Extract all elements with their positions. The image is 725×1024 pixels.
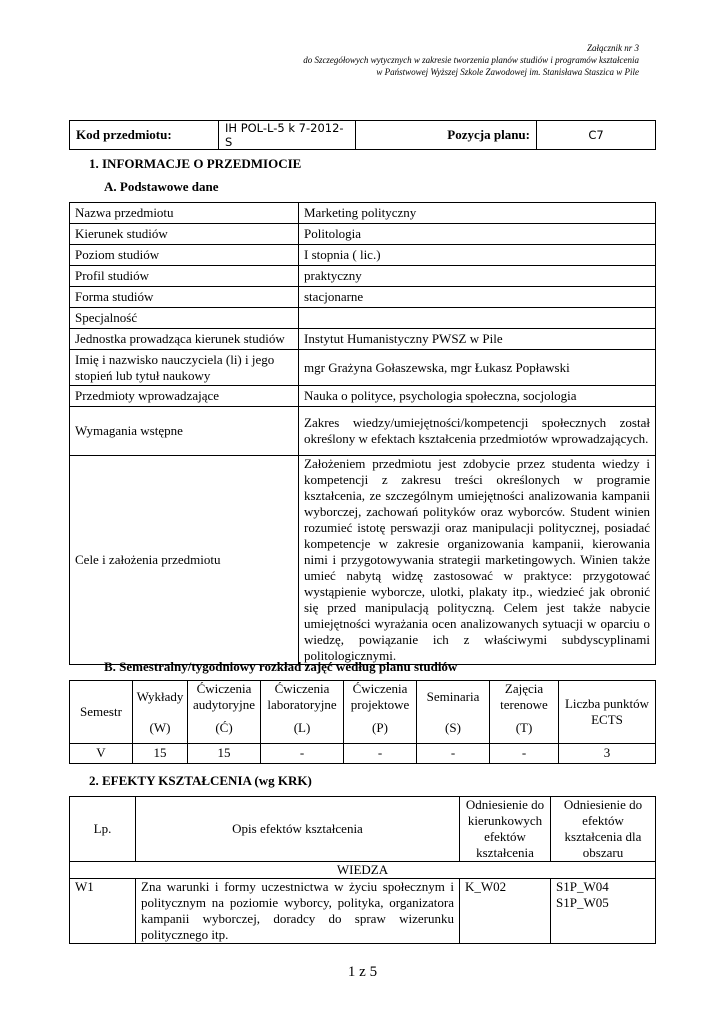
header-line-3: w Państwowej Wyższej Szkole Zawodowej im. Stanisława Staszica w Pile — [376, 67, 639, 77]
header-lectures: Wykłady — [133, 681, 188, 714]
field-label: Cele i założenia przedmiotu — [70, 456, 299, 665]
table-row — [70, 879, 656, 944]
course-code-value: IH POL-L-5 k 7-2012-S — [219, 121, 356, 150]
field-label: Specjalność — [70, 308, 299, 329]
field-label: Jednostka prowadząca kierunek studiów — [70, 329, 299, 350]
header-lectures-code: (W) — [133, 713, 188, 743]
field-label: Nazwa przedmiotu — [70, 203, 299, 224]
table-row — [70, 266, 656, 287]
field-label: Profil studiów — [70, 266, 299, 287]
header-semester: Semestr — [70, 681, 133, 744]
outcomes-header-row — [70, 797, 656, 862]
field-label: Imię i nazwisko nauczyciela (li) i jego stopień lub tytuł naukowy — [70, 350, 299, 386]
header-lab-exercises: Ćwiczenia laboratoryjne — [261, 681, 344, 714]
header-area-reference: Odniesienie do efektów kształcenia dla obszaru — [551, 797, 656, 862]
attachment-number: Załącznik nr 3 — [586, 43, 639, 53]
field-value: I stopnia ( lic.) — [299, 245, 656, 266]
outcome-description: Zna warunki i formy uczestnictwa w życiu społecznym i politycznym na poziomie wyborcy, polityka, organizatora kampanii wyborczej, doradcy do spraw wizerunku politycznego itp. — [136, 879, 460, 944]
section-1-title: 1. INFORMACJE O PRZEDMIOCIE — [89, 156, 302, 171]
header-direction-reference: Odniesienie do kierunkowych efektów kształcenia — [460, 797, 551, 862]
field-label: Kierunek studiów — [70, 224, 299, 245]
cell-lab: - — [261, 743, 344, 763]
schedule-header-row-1 — [70, 681, 656, 714]
table-row — [70, 203, 656, 224]
table-row — [70, 386, 656, 407]
header-auditory-code: (Ć) — [188, 713, 261, 743]
document-header — [79, 42, 639, 78]
field-label: Poziom studiów — [70, 245, 299, 266]
header-line-2: do Szczegółowych wytycznych w zakresie tworzenia planów studiów i programów kształcenia — [303, 55, 639, 65]
table-row — [70, 245, 656, 266]
table-row — [70, 329, 656, 350]
basic-info-table — [69, 202, 656, 665]
table-row — [70, 287, 656, 308]
field-label: Przedmioty wprowadzające — [70, 386, 299, 407]
outcome-area-ref — [551, 879, 656, 944]
field-value — [299, 308, 656, 329]
field-value: Instytut Humanistyczny PWSZ w Pile — [299, 329, 656, 350]
field-value: Marketing polityczny — [299, 203, 656, 224]
plan-position-value: C7 — [537, 121, 656, 150]
table-row — [70, 308, 656, 329]
header-description: Opis efektów kształcenia — [136, 797, 460, 862]
schedule-table — [69, 680, 656, 764]
field-value: Politologia — [299, 224, 656, 245]
group-knowledge: WIEDZA — [70, 862, 656, 879]
field-label: Forma studiów — [70, 287, 299, 308]
field-value: Zakres wiedzy/umiejętności/kompetencji społecznych został określony w efektach kształcenia przedmiotów wprowadzających. — [299, 407, 656, 456]
header-seminar-code: (S) — [417, 713, 490, 743]
group-row — [70, 862, 656, 879]
header-lab-code: (L) — [261, 713, 344, 743]
cell-ects: 3 — [559, 743, 656, 763]
course-code-label: Kod przedmiotu: — [70, 121, 219, 150]
header-lp: Lp. — [70, 797, 136, 862]
plan-position-label: Pozycja planu: — [356, 121, 537, 150]
header-auditory-exercises: Ćwiczenia audytoryjne — [188, 681, 261, 714]
outcome-direction-ref: K_W02 — [460, 879, 551, 944]
section-2-title: 2. EFEKTY KSZTAŁCENIA (wg KRK) — [89, 773, 312, 788]
outcome-id: W1 — [70, 879, 136, 944]
field-label: Wymagania wstępne — [70, 407, 299, 456]
table-row — [70, 350, 656, 386]
learning-outcomes-table — [69, 796, 656, 944]
header-project-code: (P) — [344, 713, 417, 743]
cell-field: - — [490, 743, 559, 763]
field-value: mgr Grażyna Gołaszewska, mgr Łukasz Popławski — [299, 350, 656, 386]
course-code-table — [69, 120, 656, 150]
subsection-b-title: B. Semestralny/tygodniowy rozkład zajęć według planu studiów — [104, 659, 458, 674]
cell-auditory: 15 — [188, 743, 261, 763]
table-row — [70, 743, 656, 763]
field-value: stacjonarne — [299, 287, 656, 308]
header-project-exercises: Ćwiczenia projektowe — [344, 681, 417, 714]
cell-project: - — [344, 743, 417, 763]
area-ref-1: S1P_W04 — [556, 879, 609, 894]
cell-seminars: - — [417, 743, 490, 763]
area-ref-2: S1P_W05 — [556, 895, 609, 910]
header-field-classes: Zajęcia terenowe — [490, 681, 559, 714]
table-row — [70, 224, 656, 245]
table-row — [70, 456, 656, 665]
field-value: Założeniem przedmiotu jest zdobycie przez studenta wiedzy i kompetencji z zakresu treści określonych w programie kształcenia, ze szczególnym umiejętności analizowania kampanii wyborczej, zachowań polityków oraz wyborców. Student winien rozumieć istotę perswazji oraz manipulacji politycznej, posiadać kompetencje w zakresie organizowania kampanii, kierowania nimi i przygotowywania strategii marketingowych. Winien także umieć nabytą widzę zastosować w praktyce: przygotować wystąpienie wyborcze, ulotki, plakaty itp., wiedzieć jak obronić się przed manipulacją polityczną. Celem jest także nabycie umiejętności wyrażania ocen analizowanych sytuacji w oparciu o wiedzę, powiązanie ich z właściwymi subdyscyplinami politologicznymi. — [299, 456, 656, 665]
header-seminars: Seminaria — [417, 681, 490, 714]
cell-semester: V — [70, 743, 133, 763]
table-row — [70, 407, 656, 456]
page-number: 1 z 5 — [347, 964, 378, 980]
cell-lectures: 15 — [133, 743, 188, 763]
subsection-a-title: A. Podstawowe dane — [104, 179, 219, 194]
field-value: Nauka o polityce, psychologia społeczna, socjologia — [299, 386, 656, 407]
header-ects: Liczba punktów ECTS — [559, 681, 656, 744]
field-value: praktyczny — [299, 266, 656, 287]
header-field-code: (T) — [490, 713, 559, 743]
